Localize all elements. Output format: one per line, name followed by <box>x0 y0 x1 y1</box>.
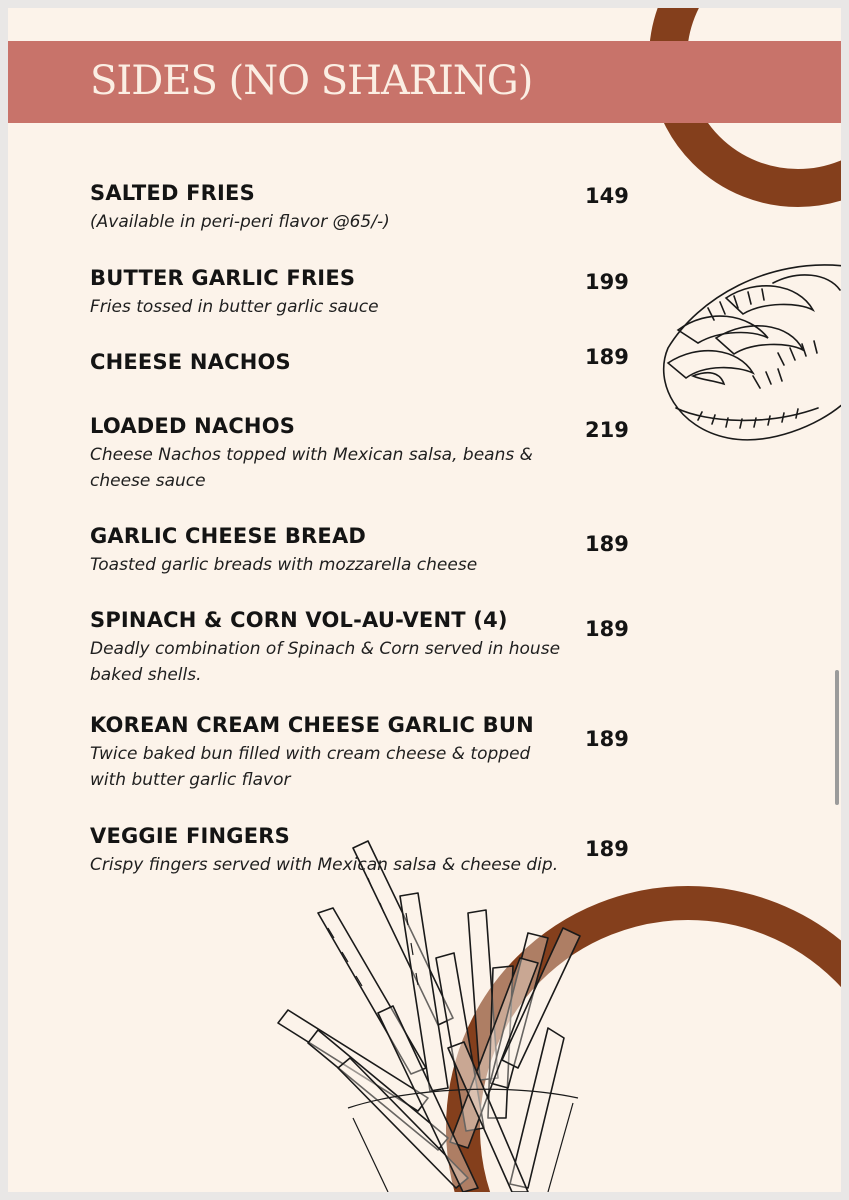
item-description: Cheese Nachos topped with Mexican salsa, beans & cheese sauce <box>90 445 533 491</box>
menu-item-salted-fries <box>90 180 590 235</box>
item-name: LOADED NACHOS <box>90 414 296 438</box>
item-description: (Available in peri-peri flavor @65/-) <box>90 212 390 232</box>
item-price: 189 <box>585 617 629 641</box>
item-name: CHEESE NACHOS <box>90 350 291 374</box>
item-price: 189 <box>585 727 629 751</box>
menu-item-spinach-corn-vol-au-vent <box>90 607 590 688</box>
item-price: 149 <box>585 184 629 208</box>
item-name: VEGGIE FINGERS <box>90 824 290 848</box>
item-price: 189 <box>585 532 629 556</box>
item-name: SPINACH & CORN VOL-AU-VENT (4) <box>90 608 508 632</box>
page-title: SIDES (NO SHARING) <box>90 58 533 104</box>
item-name: SALTED FRIES <box>90 181 255 205</box>
menu-item-loaded-nachos <box>90 413 590 494</box>
item-description: Crispy fingers served with Mexican salsa & cheese dip. <box>90 855 559 875</box>
menu-item-korean-cream-cheese-garlic-bun <box>90 712 590 793</box>
menu-item-garlic-cheese-bread <box>90 523 590 578</box>
item-description: Twice baked bun filled with cream cheese & topped with butter garlic flavor <box>90 744 531 790</box>
item-price: 219 <box>585 418 629 442</box>
item-price: 189 <box>585 837 629 861</box>
item-price: 189 <box>585 345 629 369</box>
item-name: KOREAN CREAM CHEESE GARLIC BUN <box>90 713 534 737</box>
item-name: GARLIC CHEESE BREAD <box>90 524 367 548</box>
item-name: BUTTER GARLIC FRIES <box>90 266 356 290</box>
menu-item-veggie-fingers <box>90 823 590 878</box>
menu-item-cheese-nachos <box>90 349 590 375</box>
menu-item-butter-garlic-fries <box>90 265 590 320</box>
item-description: Fries tossed in butter garlic sauce <box>90 297 379 317</box>
item-description: Toasted garlic breads with mozzarella cheese <box>90 555 478 575</box>
scrollbar[interactable] <box>835 670 839 805</box>
item-description: Deadly combination of Spinach & Corn served in house baked shells. <box>90 639 561 685</box>
menu-page <box>8 8 841 1192</box>
item-price: 199 <box>585 270 629 294</box>
